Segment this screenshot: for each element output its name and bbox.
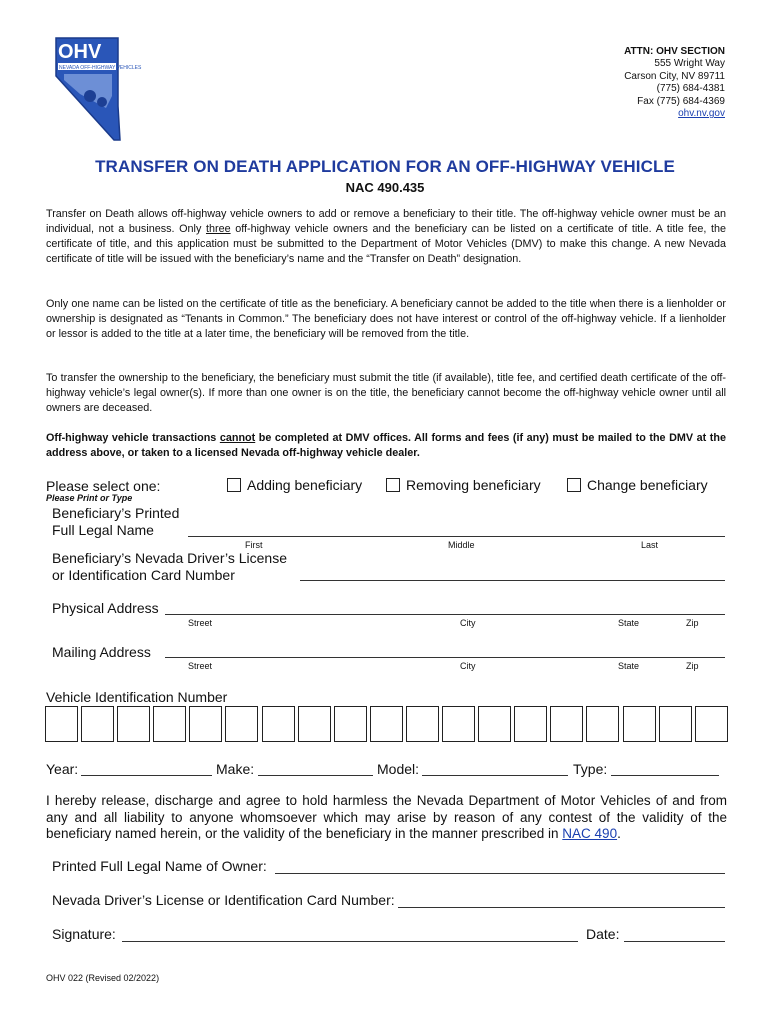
- owner-name-field[interactable]: [275, 873, 725, 874]
- vin-box[interactable]: [117, 706, 150, 742]
- vin-box[interactable]: [586, 706, 619, 742]
- mailing-street-caption: Street: [188, 661, 213, 671]
- physical-street-caption: Street: [188, 618, 213, 628]
- option-adding-beneficiary[interactable]: Adding beneficiary: [227, 477, 362, 493]
- select-label: Please select one:: [46, 478, 161, 494]
- vin-boxes: [45, 706, 731, 742]
- vin-box[interactable]: [262, 706, 295, 742]
- model-field[interactable]: [422, 775, 568, 776]
- type-label: Type:: [573, 761, 608, 777]
- dmv-notice: Off-highway vehicle transactions cannot be completed at DMV offices. All forms and fees (if any) must be mailed to the DMV at the address above, or taken to a licensed Nevada off-highway vehicle dealer.: [46, 432, 726, 459]
- owner-license-label: Nevada Driver’s License or Identification Card Number:: [52, 892, 395, 908]
- vin-box[interactable]: [334, 706, 367, 742]
- physical-state-caption: State: [618, 618, 640, 628]
- vin-box[interactable]: [406, 706, 439, 742]
- vin-box[interactable]: [298, 706, 331, 742]
- signature-field[interactable]: [122, 941, 578, 942]
- model-label: Model:: [377, 761, 420, 777]
- beneficiary-license-field[interactable]: [300, 580, 725, 581]
- vin-label: Vehicle Identification Number: [46, 689, 228, 705]
- checkbox[interactable]: [386, 478, 400, 492]
- name-middle-caption: Middle: [448, 540, 475, 550]
- mailing-address-field[interactable]: [165, 657, 725, 658]
- release-statement: I hereby release, discharge and agree to hold harmless the Nevada Department of Motor Vehicles of and from any and all liability to anyone whomsoever which may arise by reason of any contest of the validity of the beneficiary named herein, or the validity of the beneficiary in the manner prescribed in NAC 490.: [46, 793, 727, 841]
- mailing-zip-caption: Zip: [686, 661, 699, 671]
- date-label: Date:: [586, 926, 620, 942]
- option-change-beneficiary[interactable]: Change beneficiary: [567, 477, 708, 493]
- owner-license-field[interactable]: [398, 907, 725, 908]
- option-removing-beneficiary[interactable]: Removing beneficiary: [386, 477, 541, 493]
- vin-box[interactable]: [81, 706, 114, 742]
- vin-box[interactable]: [45, 706, 78, 742]
- date-field[interactable]: [624, 941, 725, 942]
- nac-490-link[interactable]: NAC 490: [562, 826, 618, 841]
- type-field[interactable]: [611, 775, 719, 776]
- make-field[interactable]: [258, 775, 373, 776]
- name-first-caption: First: [245, 540, 263, 550]
- form-subtitle: NAC 490.435: [345, 180, 425, 195]
- checkbox[interactable]: [227, 478, 241, 492]
- year-label: Year:: [46, 761, 79, 777]
- vin-box[interactable]: [442, 706, 475, 742]
- attn-line: ATTN: OHV SECTION: [624, 46, 725, 57]
- logo-subtext: NEVADA OFF-HIGHWAY VEHICLES: [59, 65, 142, 71]
- checkbox[interactable]: [567, 478, 581, 492]
- vin-box[interactable]: [478, 706, 511, 742]
- vin-box[interactable]: [153, 706, 186, 742]
- website-link[interactable]: ohv.nv.gov: [678, 108, 725, 120]
- mailing-address-block: [624, 46, 725, 120]
- vin-box[interactable]: [514, 706, 547, 742]
- attn-city: Carson City, NV 89711: [624, 70, 725, 82]
- vin-box[interactable]: [659, 706, 692, 742]
- form-number: OHV 022 (Revised 02/2022): [46, 973, 160, 983]
- name-last-caption: Last: [641, 540, 659, 550]
- physical-address-label: Physical Address: [52, 600, 159, 616]
- svg-text:OHV: OHV: [58, 41, 102, 63]
- intro-paragraph-3: To transfer the ownership to the beneficiary, the beneficiary must submit the title (if available), title fee, and certified death certificate of the off-highway vehicle’s legal owner(s). If more than one owner is on the title, the beneficiary cannot become the off-highway vehicle owner until all owners are deceased.: [46, 372, 726, 414]
- attn-phone: (775) 684-4381: [656, 83, 725, 95]
- beneficiary-license-label: Beneficiary’s Nevada Driver’s License or Identification Card Number: [52, 550, 287, 583]
- physical-address-field[interactable]: [165, 614, 725, 615]
- attn-fax: Fax (775) 684-4369: [637, 95, 725, 107]
- mailing-state-caption: State: [618, 661, 640, 671]
- ohv-logo: [50, 36, 142, 144]
- vin-box[interactable]: [695, 706, 728, 742]
- intro-paragraph-1: Transfer on Death allows off-highway vehicle owners to add or remove a beneficiary to their title. The off-highway vehicle owner must be an individual, not a business. Only three off-highway vehicle owners and the beneficiary can be listed on a certificate of title. A title fee, the certificate of title, and this application must be submitted to the Department of Motor Vehicles (DMV) to make this change. A new Nevada certificate of title will be issued with the beneficiary’s name and the “Transfer on Death” designation.: [46, 208, 727, 265]
- vin-box[interactable]: [370, 706, 403, 742]
- mailing-city-caption: City: [460, 661, 476, 671]
- make-label: Make:: [216, 761, 255, 777]
- owner-name-label: Printed Full Legal Name of Owner:: [52, 858, 267, 874]
- beneficiary-name-label: Beneficiary’s Printed Full Legal Name: [52, 505, 180, 538]
- intro-paragraph-2: Only one name can be listed on the certificate of title as the beneficiary. A beneficiary cannot be added to the title when there is a lienholder or ownership is designated as “Tenants in Common.” The beneficiary does not have interest or control of the off-highway vehicle. If a lienholder or lessor is added to the title at a later time, the beneficiary will be removed from the title.: [46, 298, 726, 340]
- physical-city-caption: City: [460, 618, 476, 628]
- attn-street: 555 Wright Way: [654, 58, 725, 70]
- vin-box[interactable]: [189, 706, 222, 742]
- form-title: TRANSFER ON DEATH APPLICATION FOR AN OFF-HIGHWAY VEHICLE: [95, 157, 675, 176]
- signature-label: Signature:: [52, 926, 116, 942]
- vin-box[interactable]: [623, 706, 656, 742]
- print-note: Please Print or Type: [46, 493, 133, 503]
- vin-box[interactable]: [225, 706, 258, 742]
- mailing-address-label: Mailing Address: [52, 644, 151, 660]
- beneficiary-name-field[interactable]: [188, 536, 725, 537]
- vin-box[interactable]: [550, 706, 583, 742]
- year-field[interactable]: [81, 775, 212, 776]
- physical-zip-caption: Zip: [686, 618, 699, 628]
